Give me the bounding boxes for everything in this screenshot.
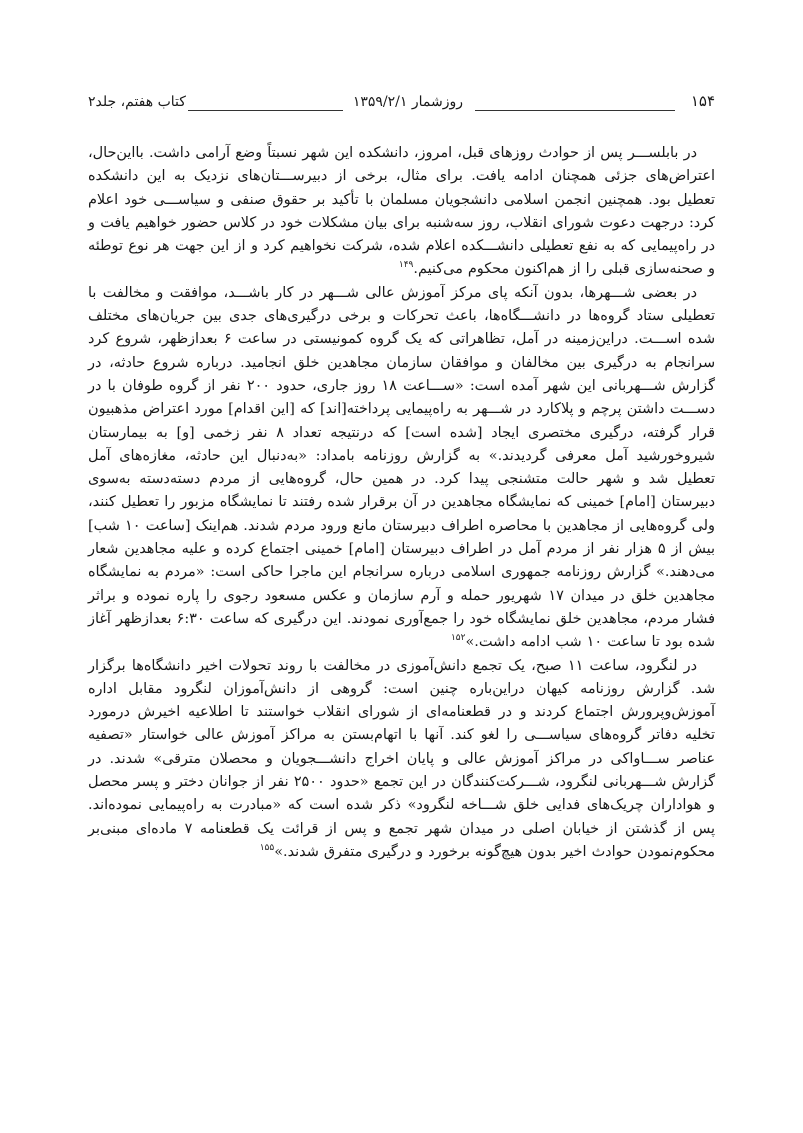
- paragraph-babolsar: [88, 142, 715, 282]
- paragraph-langarud: [88, 655, 715, 865]
- paragraph-text: در بابلســـر پس از حوادث روزهای قبل، امروز، دانشکده این شهر نسبتاً وضع آرامی داشت. بااین‌حال، اعتراض‌های جزئی همچنان ادامه یافت. برای مثال، برخی از دبیرســـتان‌های نزدیک به این دانشکده تعطیل بود. همچنین انجمن اسلامی دانشجویان مسلمان با تأکید بر حقوق صنفی و سیاســـی خود اعلام کرد: درجهت دعوت شورای انقلاب، روز سه‌شنبه برای بیان مشکلات خود در کلاس حضور خواهیم یافت و در راه‌پیمایی که به نفع تعطیلی دانشـــکده اعلام شده، شرکت نخواهیم کرد و از این جهت هر نوع توطئه و صحنه‌سازی قبلی را از هم‌اکنون محکوم می‌کنیم.: [88, 145, 715, 278]
- page-number: ۱۵۴: [690, 92, 715, 110]
- running-header-date: روزشمار ۱۳۵۹/۲/۱: [352, 94, 463, 110]
- document-page: [88, 88, 715, 1088]
- body-text: [88, 142, 715, 864]
- running-header-book-title: کتاب هفتم، جلد۲: [88, 94, 186, 110]
- header-rule-right: [475, 110, 675, 111]
- paragraph-amol: [88, 282, 715, 655]
- footnote-ref[interactable]: ۱۴۹: [398, 260, 414, 271]
- footnote-ref[interactable]: ۱۵۲: [450, 633, 466, 644]
- footnote-ref[interactable]: ۱۵۵: [259, 843, 275, 854]
- paragraph-text: در بعضی شـــهرها، بدون آنکه پای مرکز آموزش عالی شـــهر در کار باشـــد، موافقت و مخالفت با تعطیلی ستاد گروه‌ها در دانشـــگاه‌ها، باعث تحرکات و برخی درگیری‌های جدی بین جریان‌های مختلف شده اســـت. دراین‌زمینه در آمل، تظاهراتی که یک گروه کمونیستی در ساعت ۶ بعدازظهر، شروع کرد سرانجام به درگیری بین مخالفان و موافقان سازمان مجاهدین خلق انجامید. درباره شروع حادثه، در گزارش شـــهربانی این شهر آمده است: «ســـاعت ۱۸ روز جاری، حدود ۲۰۰ نفر از گروه طوفان با در دســـت داشتن پرچم و پلاکارد در شـــهر به راه‌پیمایی پرداخته‌[اند] که [این اقدام] مورد اعتراض مذهبیون قرار گرفته، درگیری مختصری ایجاد [شده است] که درنتیجه تعداد ۸ نفر زخمی [و] به بیمارستان شیروخورشید آمل معرفی گردیدند.» به گزارش روزنامه بامداد: «به‌دنبال این حادثه، مغازه‌های آمل تعطیل شد و شهر حالت متشنجی پیدا کرد. در همین حال، گروه‌هایی از مردم دسته‌دسته به‌سوی دبیرستان [امام] خمینی که نمایشگاه مجاهدین در آن برقرار شده رفتند تا نمایشگاه مزبور را تعطیل کنند، ولی گروه‌هایی از مجاهدین با محاصره اطراف دبیرستان مانع ورود مردم شدند. هم‌اینک [ساعت ۱۰ شب] بیش از ۵ هزار نفر از مردم آمل در اطراف دبیرستان [امام] خمینی اجتماع کرده و علیه مجاهدین شعار می‌دهند.» گزارش روزنامه جمهوری اسلامی درباره سرانجام این ماجرا حاکی است: «مردم به نمایشگاه مجاهدین خلق در میدان ۱۷ شهریور حمله و آرم سازمان و عکس مسعود رجوی را پاره نموده و براثر فشار مردم، مجاهدین خلق نمایشگاه خود را جمع‌آوری نمودند. این درگیری که ساعت ۶:۳۰ بعدازظهر آغاز شده بود تا ساعت ۱۰ شب ادامه داشت.»: [88, 284, 716, 651]
- paragraph-text: در لنگرود، ساعت ۱۱ صبح، یک تجمع دانش‌آموزی در مخالفت با روند تحولات اخیر دانشگاه‌ها برگزار شد. گزارش روزنامه کیهان دراین‌باره چنین است: گروهی از دانش‌آموزان لنگرود مقابل اداره آموزش‌وپرورش اجتماع کردند و در قطعنامه‌ای از شورای انقلاب خواستند تا اطلاعیه اخیرش درمورد تخلیه دفاتر گروه‌های سیاســـی را لغو کند. آنها با اتهام‌بستن به مراکز آموزش عالی خواستار «تصفیه عناصر ســـاواکی در مراکز آموزش عالی و پایان اخراج دانشـــجویان و محصلان مترقی» شدند. در گزارش شـــهربانی لنگرود، شـــرکت‌کنندگان در این تجمع «حدود ۲۵۰۰ نفر از جوانان دختر و پسر محصل و هواداران چریک‌های فدایی خلق شـــاخه لنگرود» ذکر شده است که «مبادرت به راه‌پیمایی نموده‌اند. پس از گذشتن از خیابان اصلی در میدان شهر تجمع و پس از قرائت یک قطعنامه ۷ ماده‌ای مبنی‌بر محکوم‌نمودن حوادث اخیر بدون هیچ‌گونه برخورد و درگیری متفرق شدند.»: [88, 657, 715, 860]
- page-header: [88, 88, 715, 122]
- header-rule-left: [188, 110, 343, 111]
